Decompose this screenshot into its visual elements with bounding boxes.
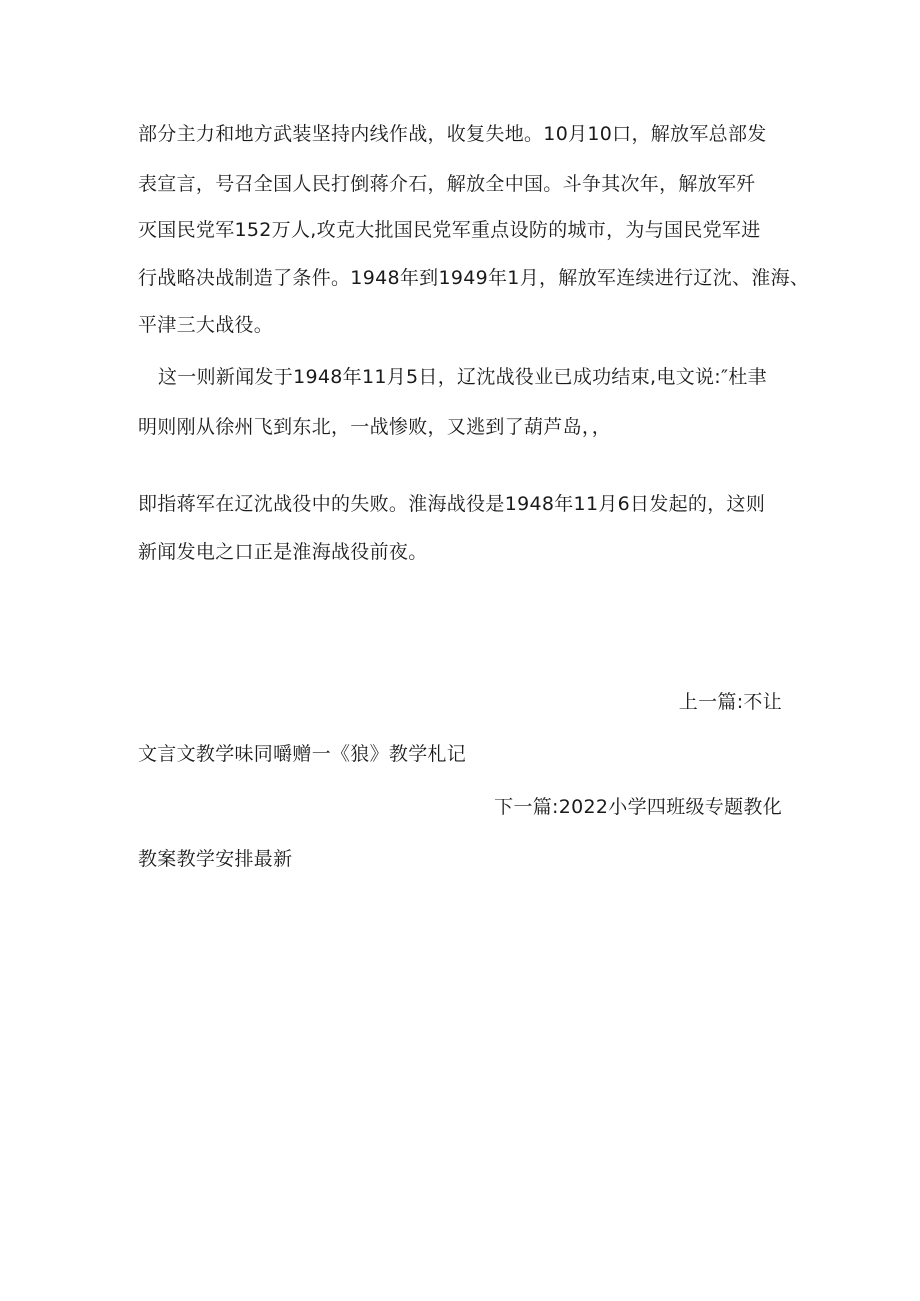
paragraph-1-line-1: 部分主力和地方武装坚持内线作战，收复失地。10月10口，解放军总部发 (138, 123, 767, 145)
paragraph-1-line-4: 行战略决战制造了条件。1948年到1949年1月，解放军连续进行辽沈、淮海、 (138, 267, 810, 289)
paragraph-1-line-5: 平津三大战役。 (138, 314, 274, 336)
paragraph-2-line-1: 这一则新闻发于1948年11月5日，辽沈战役业已成功结束,电文说:″杜聿 (158, 366, 767, 388)
paragraph-1-line-2: 表宣言，号召全国人民打倒蒋介石，解放全中国。斗争其次年，解放军歼 (138, 173, 756, 195)
paragraph-2-line-2: 明则刚从徐州飞到东北，一战惨败，又逃到了葫芦岛，， (138, 416, 612, 438)
prev-article-label[interactable]: 上一篇:不让 (678, 691, 782, 713)
prev-article-title[interactable]: 文言文教学味同嚼赠一《狼》教学札记 (138, 743, 467, 765)
paragraph-3-line-1: 即指蒋军在辽沈战役中的失败。淮海战役是1948年11月6日发起的，这则 (138, 493, 766, 515)
next-article-label[interactable]: 下一篇:2022小学四班级专题教化 (494, 796, 782, 818)
paragraph-3-line-2: 新闻发电之口正是淮海战役前夜。 (138, 541, 428, 563)
next-article-title[interactable]: 教案教学安排最新 (138, 848, 293, 870)
paragraph-1-line-3: 灭国民党军152万人,攻克大批国民党军重点设防的城市，为与国民党军进 (138, 219, 761, 241)
